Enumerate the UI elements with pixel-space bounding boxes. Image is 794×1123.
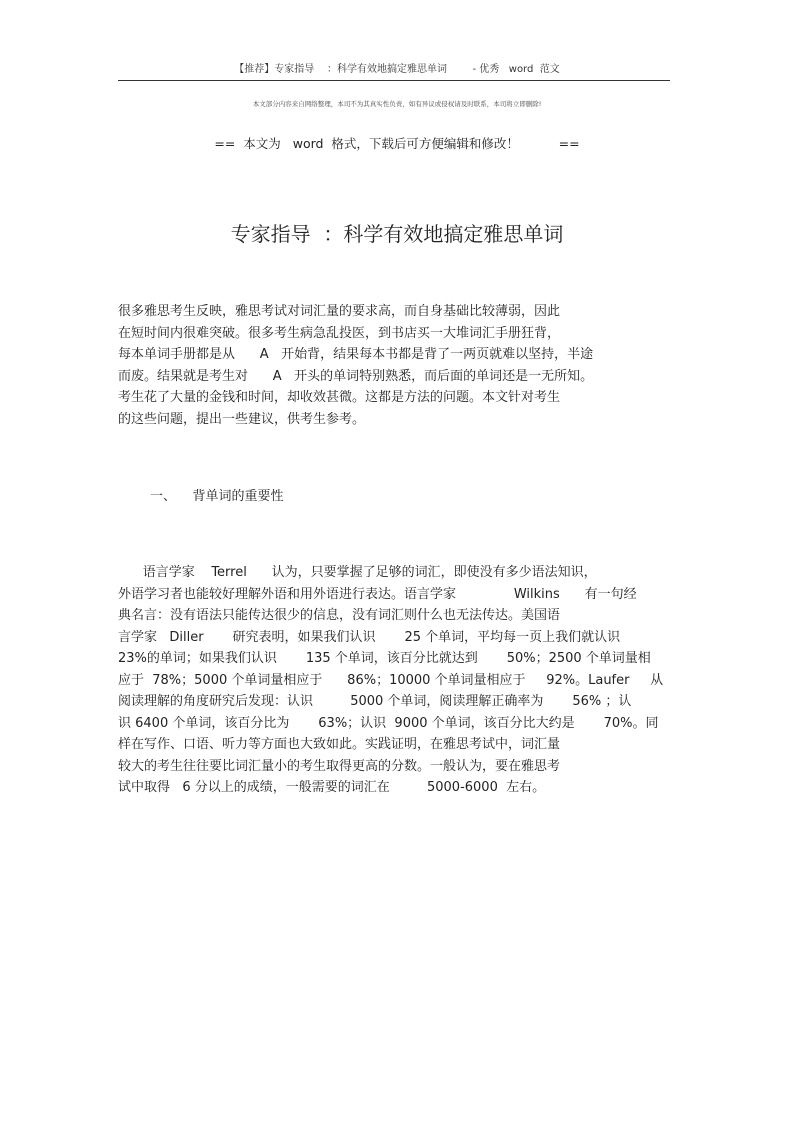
intro-paragraph bbox=[118, 301, 678, 430]
paragraph-line: 考生花了大量的金钱和时间，却收效甚微。这都是方法的问题。本文针对考生 bbox=[118, 390, 561, 405]
paragraph-line: 试中取得 6 分以上的成绩，一般需要的词汇在 5000-6000 左右。 bbox=[118, 780, 546, 795]
paragraph-line: 阅读理解的角度研究后发现：认识 5000 个单词，阅读理解正确率为 56% ；认 bbox=[118, 694, 632, 709]
paragraph-line: 语言学家 Terrel 认为，只要掌握了足够的词汇，即使没有多少语法知识， bbox=[118, 565, 597, 580]
body-paragraph bbox=[118, 562, 678, 799]
paragraph-line: 每本单词手册都是从 A 开始背，结果每本书都是背了一两页就难以坚持，半途 bbox=[118, 347, 594, 362]
paragraph-line: 在短时间内很难突破。很多考生病急乱投医，到书店买一大堆词汇手册狂背， bbox=[118, 325, 561, 341]
paragraph-line: 的这些问题，提出一些建议，供考生参考。 bbox=[118, 411, 366, 427]
paragraph-line: 识 6400 个单词，该百分比为 63%；认识 9000 个单词，该百分比大约是 70%。同 bbox=[118, 715, 659, 731]
paragraph-line: 较大的考生往往要比词汇量小的考生取得更高的分数。一般认为，要在雅思考 bbox=[118, 758, 561, 774]
paragraph-line: 言学家 Diller 研究表明，如果我们认识 25 个单词，平均每一页上我们就认识 bbox=[118, 629, 621, 645]
page-header: 【推荐】专家指导 ：科学有效地搞定雅思单词 - 优秀 word 范文 bbox=[234, 64, 560, 75]
paragraph-line: 样在写作、口语、听力等方面也大致如此。实践证明，在雅思考试中，词汇量 bbox=[118, 737, 561, 752]
format-notice: == 本文为 word 格式，下载后可方便编辑和修改！ == bbox=[214, 136, 580, 151]
paragraph-line: 典名言：没有语法只能传达很少的信息，没有词汇则什么也无法传达。美国语 bbox=[118, 608, 561, 623]
paragraph-line: 外语学习者也能较好理解外语和用外语进行表达。语言学家 Wilkins 有一句经 bbox=[118, 586, 637, 602]
paragraph-line: 应于 78%；5000 个单词量相应于 86%；10000 个单词量相应于 92%。Laufer 从 bbox=[118, 672, 664, 688]
disclaimer-text: 本文部分内容来自网络整理，本司不为其真实性负责，如有异议或侵权请及时联系，本司将立即删除! bbox=[252, 100, 542, 108]
section-heading: 一、 背单词的重要性 bbox=[150, 489, 284, 504]
paragraph-line: 而废。结果就是考生对 A 开头的单词特别熟悉，而后面的单词还是一无所知。 bbox=[118, 368, 594, 384]
header-divider bbox=[118, 80, 670, 81]
paragraph-line: 23%的单词；如果我们认识 135 个单词，该百分比就达到 50%；2500 个单词量相 bbox=[118, 651, 651, 666]
paragraph-line: 很多雅思考生反映，雅思考试对词汇量的要求高，而自身基础比较薄弱，因此 bbox=[118, 304, 561, 319]
document-title: 专家指导 ：科学有效地搞定雅思单词 bbox=[230, 222, 564, 246]
